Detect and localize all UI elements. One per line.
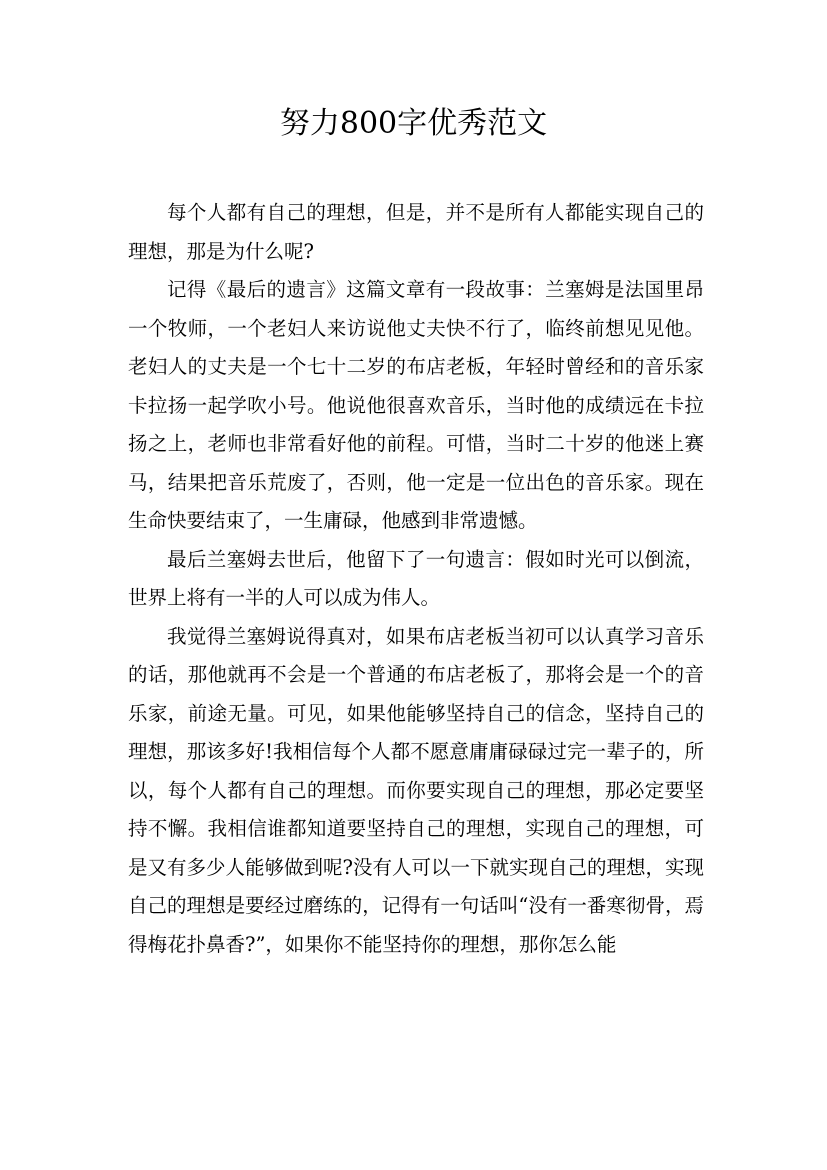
paragraph-2: 记得《最后的遗言》这篇文章有一段故事：兰塞姆是法国里昂一个牧师，一个老妇人来访说他丈夫快不行了，临终前想见见他。老妇人的丈夫是一个七十二岁的布店老板，年轻时曾经和的音乐家卡拉扬一起学吹小号。他说他很喜欢音乐，当时他的成绩远在卡拉扬之上，老师也非常看好他的前程。可惜，当时二十岁的他迷上赛马，结果把音乐荒废了，否则，他一定是一位出色的音乐家。现在生命快要结束了，一生庸碌，他感到非常遗憾。 (128, 278, 704, 532)
paragraph-4: 我觉得兰塞姆说得真对，如果布店老板当初可以认真学习音乐的话，那他就再不会是一个普通的布店老板了，那将会是一个的音乐家，前途无量。可见，如果他能够坚持自己的信念，坚持自己的理想，那该多好!我相信每个人都不愿意庸庸碌碌过完一辈子的，所以，每个人都有自己的理想。而你要实现自己的理想，那必定要坚持不懈。我相信谁都知道要坚持自己的理想，实现自己的理想，可是又有多少人能够做到呢?没有人可以一下就实现自己的理想，实现自己的理想是要经过磨练的，记得有一句话叫“没有一番寒彻骨，焉得梅花扑鼻香?”，如果你不能坚持你的理想，那你怎么能 (128, 624, 704, 956)
paragraph-3: 最后兰塞姆去世后，他留下了一句遗言：假如时光可以倒流，世界上将有一半的人可以成为伟人。 (128, 547, 704, 609)
page-title: 努力800字优秀范文 (279, 106, 548, 141)
paragraph-1: 每个人都有自己的理想，但是，并不是所有人都能实现自己的理想，那是为什么呢? (128, 201, 704, 263)
document-body (128, 194, 704, 964)
